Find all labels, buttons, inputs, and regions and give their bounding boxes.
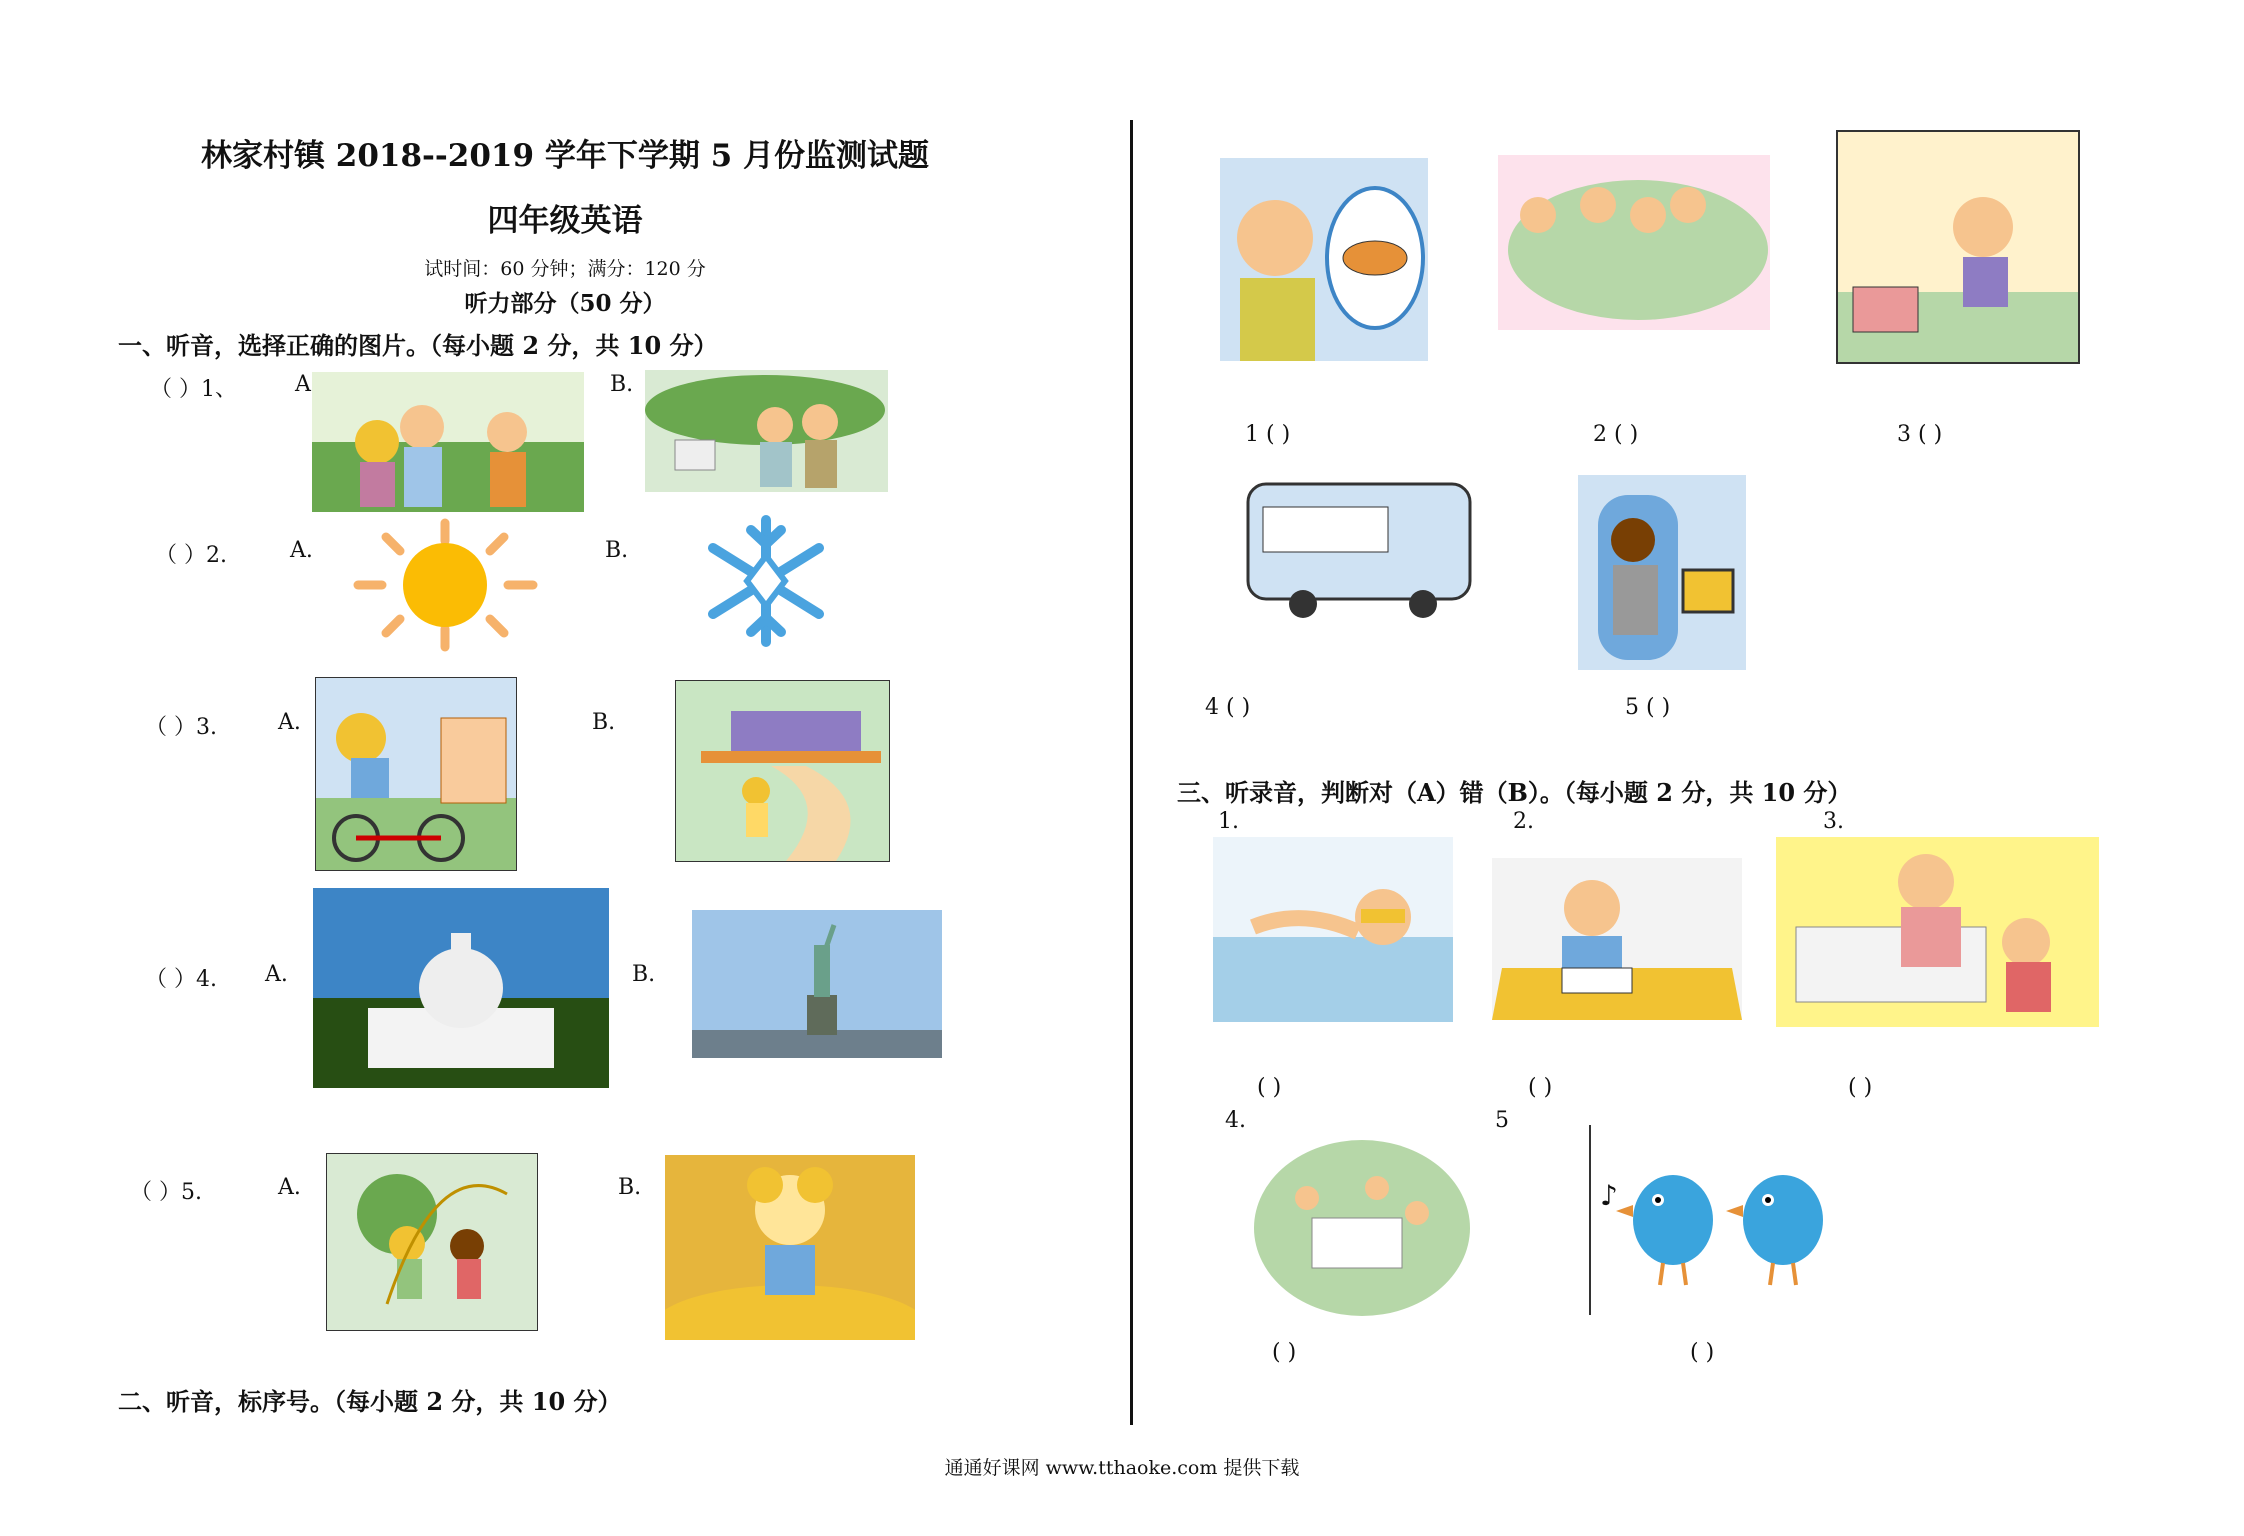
s2-woman-fish-image [1220, 158, 1428, 361]
s3-number-5: 5 [1495, 1108, 1509, 1133]
s3-number-1: 1. [1218, 809, 1239, 834]
s2-label-5: 5 ( ) [1625, 695, 1671, 720]
column-divider [1130, 120, 1133, 1425]
q4-a-capitol-image [313, 888, 609, 1088]
section1-heading: 一、听音，选择正确的图片。（每小题 2 分，共 10 分） [118, 331, 718, 360]
q2-a-sun-image [338, 515, 553, 655]
svg-text:♪: ♪ [1600, 1179, 1618, 1212]
q3-option-a-label: A. [278, 710, 301, 735]
s2-label-1: 1 ( ) [1245, 422, 1291, 447]
q5-option-b-label: B. [618, 1175, 642, 1200]
q1-option-b-label: B. [610, 372, 634, 397]
s2-label-3: 3 ( ) [1897, 422, 1943, 447]
page-subtitle: 四年级英语 [487, 203, 643, 239]
exam-meta: 试时间：60 分钟；满分：120 分 [424, 258, 706, 280]
q2-label: （ ）2. [155, 543, 227, 568]
section2-heading: 二、听音，标序号。（每小题 2 分，共 10 分） [118, 1387, 622, 1416]
s3-bracket-5[interactable]: ( ) [1690, 1340, 1715, 1365]
s2-man-tv-image [1578, 475, 1746, 670]
s3-birds-image [1588, 1125, 1838, 1315]
q3-label: （ ）3. [145, 715, 217, 740]
q3-option-b-label: B. [592, 710, 616, 735]
s2-label-4: 4 ( ) [1205, 695, 1251, 720]
s3-number-3: 3. [1823, 809, 1844, 834]
q1-option-a-label: A [295, 372, 311, 397]
s3-number-4: 4. [1225, 1108, 1246, 1133]
section3-heading: 三、听录音，判断对（A）错（B）。（每小题 2 分，共 10 分） [1177, 778, 1852, 807]
s3-swim-image [1213, 837, 1453, 1022]
q1-a-image [312, 372, 584, 512]
q2-b-snowflake-image [645, 508, 888, 654]
listening-part-heading: 听力部分（50 分） [464, 290, 666, 317]
q3-b-school-image [675, 680, 890, 862]
q4-option-a-label: A. [265, 962, 288, 987]
q1-label: （ ）1、 [150, 377, 237, 402]
footer-credit: 通通好课网 www.tthaoke.com 提供下载 [944, 1457, 1300, 1479]
s3-number-2: 2. [1513, 809, 1534, 834]
q4-b-liberty-image [692, 910, 942, 1058]
s2-bus-image [1238, 472, 1481, 620]
s2-radio-music-image [1836, 130, 2080, 364]
q2-option-a-label: A. [290, 538, 313, 563]
s3-washing-image [1776, 837, 2099, 1027]
s3-bracket-3[interactable]: ( ) [1848, 1075, 1873, 1100]
q3-a-bike-image [315, 677, 517, 871]
page-title: 林家村镇 2018--2019 学年下学期 5 月份监测试题 [200, 138, 930, 174]
q5-a-jump-rope-image [326, 1153, 538, 1331]
q1-b-image [645, 370, 888, 492]
q5-option-a-label: A. [278, 1175, 301, 1200]
s2-picnic-image [1498, 155, 1770, 330]
q4-label: （ ）4. [145, 967, 217, 992]
q5-label: （ ）5. [130, 1180, 202, 1205]
s3-picnic-image [1252, 1118, 1472, 1318]
s3-bracket-4[interactable]: ( ) [1272, 1340, 1297, 1365]
s3-bracket-1[interactable]: ( ) [1257, 1075, 1282, 1100]
q4-option-b-label: B. [632, 962, 656, 987]
s2-label-2: 2 ( ) [1593, 422, 1639, 447]
s3-bracket-2[interactable]: ( ) [1528, 1075, 1553, 1100]
q2-option-b-label: B. [605, 538, 629, 563]
s3-homework-image [1492, 858, 1742, 1020]
q5-b-singing-image [665, 1155, 915, 1340]
